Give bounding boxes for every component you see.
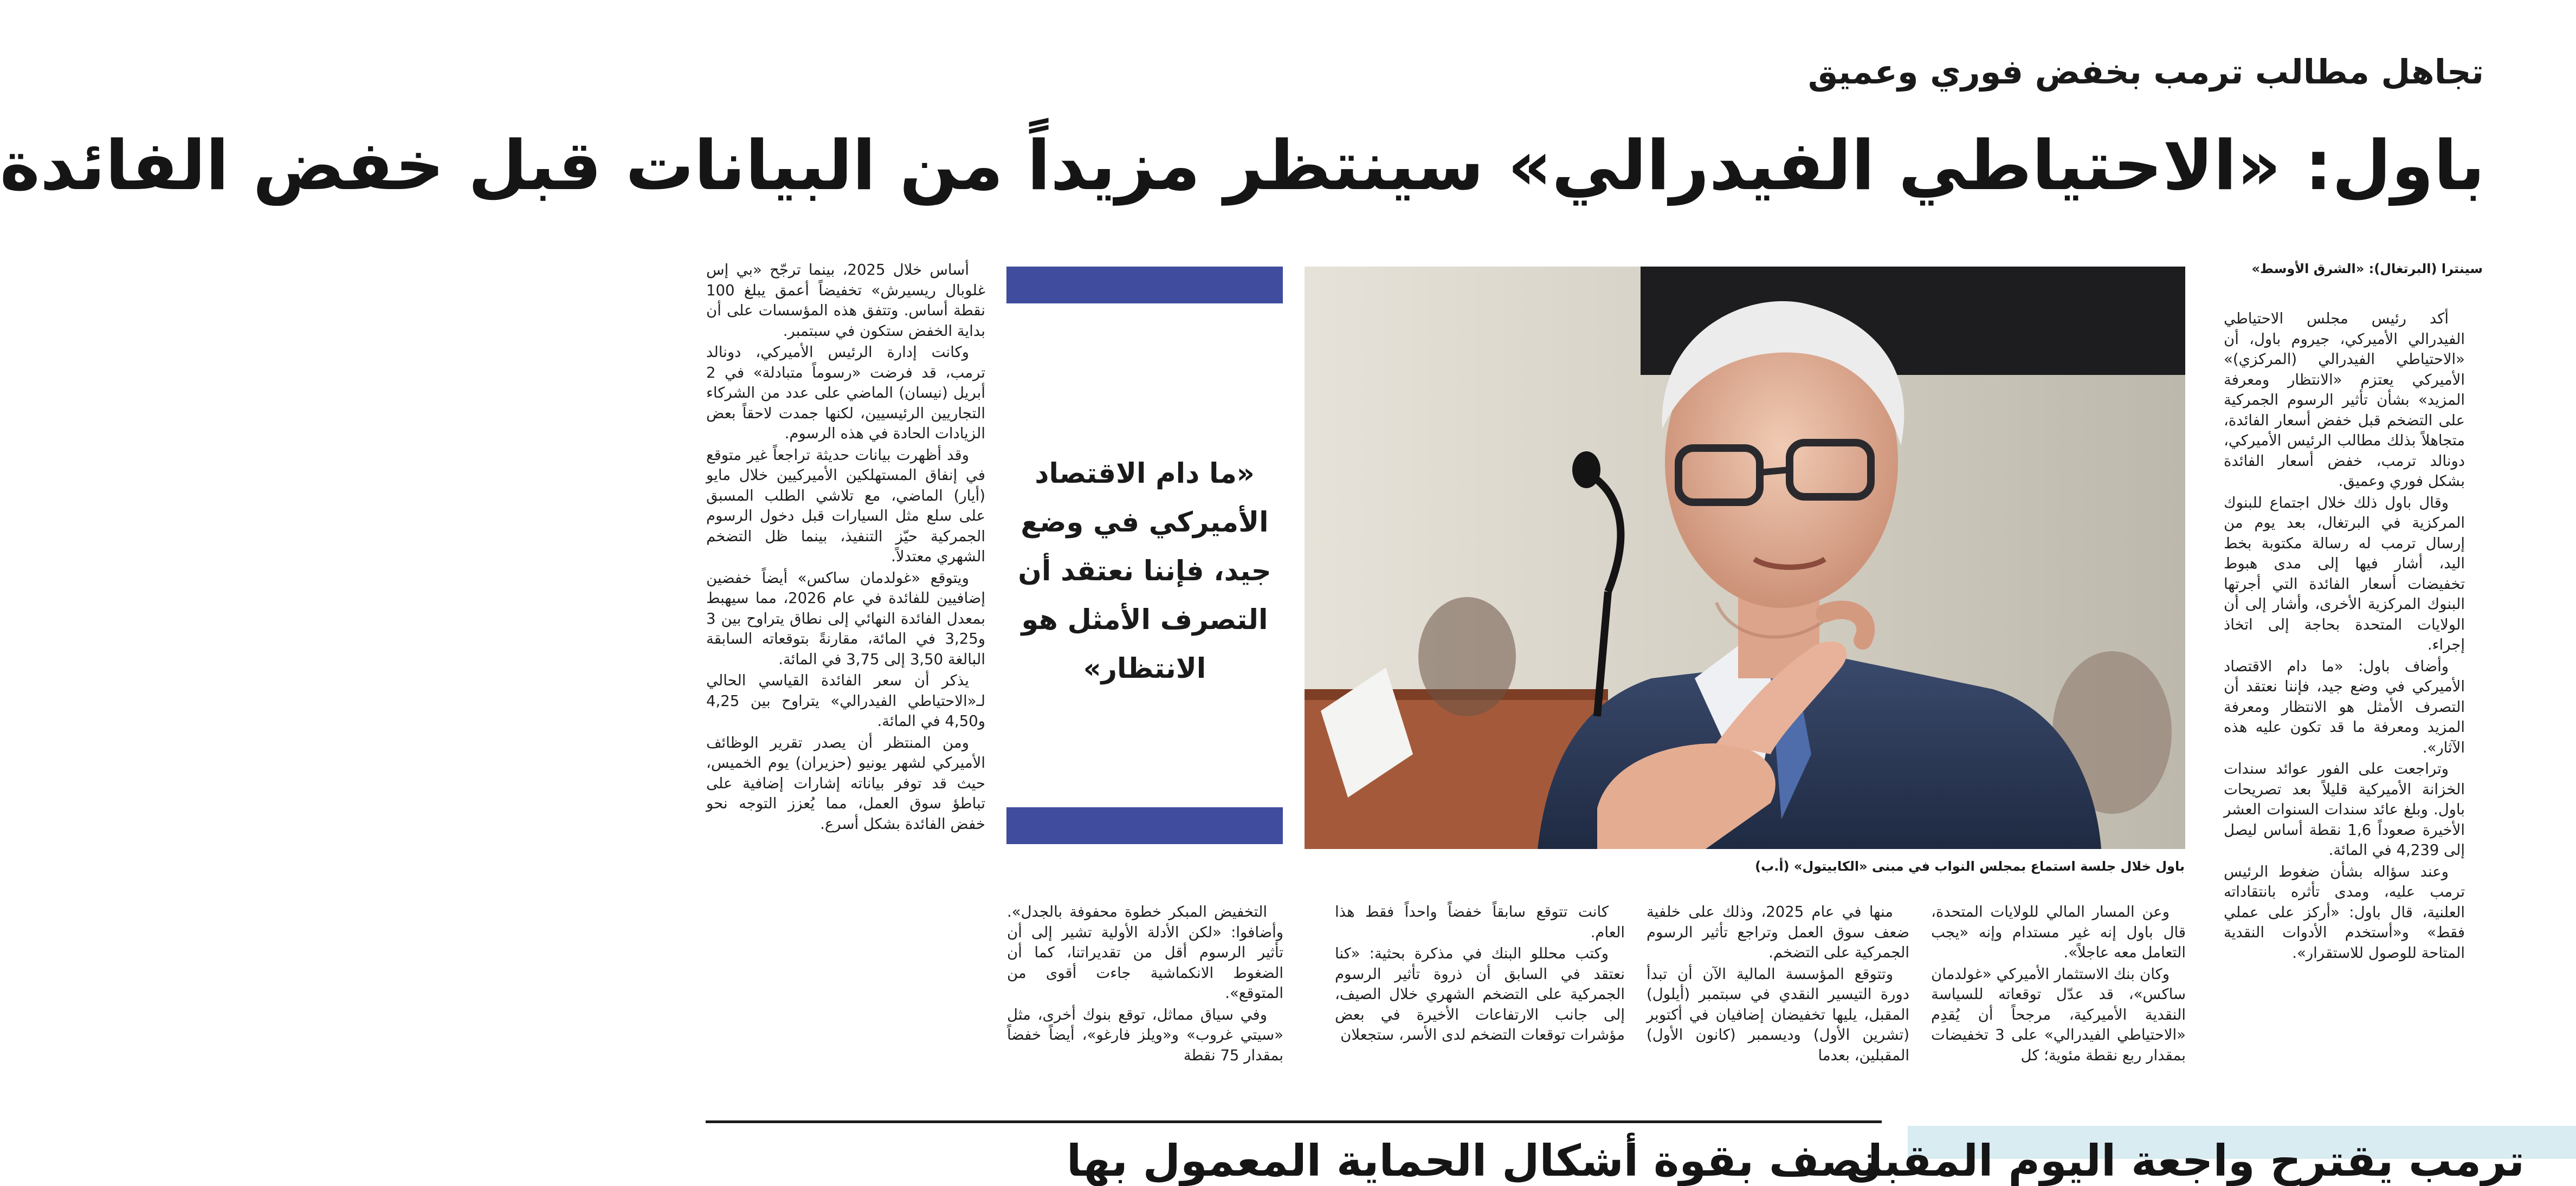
text-column-4 bbox=[1335, 902, 1625, 1113]
quote-top-bar bbox=[1006, 267, 1283, 303]
paragraph: ويتوقع «غولدمان ساكس» أيضاً خفضين إضافيين للفائدة في عام 2026، مما سيهبط بمعدل الفائدة النهائي إلى نطاق يتراوح بين 3 و3,25 في المائة، مقارنةً بتوقعاته السابقة البالغة 3,50 إلى 3,75 في المائة. bbox=[706, 569, 985, 668]
next-story-headline-right: ترمب يقترح واجعة اليوم المقبل bbox=[1845, 1136, 2525, 1186]
photo-illustration bbox=[1305, 267, 2185, 849]
text-column-1 bbox=[2224, 309, 2465, 1108]
paragraph: وقد أظهرت بيانات حديثة تراجعاً غير متوقع في إنفاق المستهلكين الأميركيين خلال مايو (أيار) الماضي، مع تلاشي الطلب المسبق على سلع مثل السيارات قبل دخول الرسوم الجمركية حيّز التنفيذ، بينما ظل التضخم الشهري معتدلاً. bbox=[706, 446, 985, 565]
paragraph: أساس خلال 2025، بينما ترجّح «بي إس غلوبال ريسيرش» تخفيضاً أعمق يبلغ 100 نقطة أساس. وتتفق هذه المؤسسات على أن بداية الخفض ستكون في سبتمبر. bbox=[706, 261, 985, 340]
article-photo bbox=[1305, 267, 2185, 849]
pull-quote: «ما دام الاقتصاد الأميركي في وضع جيد، فإننا نعتقد أن التصرف الأمثل هو الانتظار» bbox=[1018, 458, 1271, 685]
paragraph: وكانت إدارة الرئيس الأميركي، دونالد ترمب، قد فرضت «رسوماً متبادلة» في 2 أبريل (نيسان) الماضي على عدد من الشركاء التجاريين الرئيسيين، لكنها جمدت لاحقاً بعض الزيادات الحادة في هذه الرسوم. bbox=[706, 344, 985, 442]
next-story-headline-left: تصف بقوة أشكال الحماية المعمول بها bbox=[1066, 1136, 1880, 1186]
text-column-5 bbox=[1007, 902, 1283, 1113]
quote-bottom-bar bbox=[1006, 807, 1283, 844]
paragraph: وكان بنك الاستثمار الأميركي «غولدمان ساكس»، قد عدّل توقعاته للسياسة النقدية الأميركية، مرجحاً أن يُقدِم «الاحتياطي الفيدرالي» على 3 تخفيضات بمقدار ربع نقطة مئوية؛ كل bbox=[1931, 965, 2186, 1064]
paragraph: وعن المسار المالي للولايات المتحدة، قال باول إنه غير مستدام وإنه «يجب التعامل معه عاجلاً». bbox=[1931, 903, 2186, 961]
paragraph: وتتوقع المؤسسة المالية الآن أن تبدأ دورة التيسير النقدي في سبتمبر (أيلول) المقبل، يليها تخفيضان إضافيان في أكتوبر (تشرين الأول) وديسمبر (كانون الأول) المقبلين، بعدما bbox=[1647, 965, 1909, 1064]
paragraph: وقال باول ذلك خلال اجتماع للبنوك المركزية في البرتغال، بعد يوم من إرسال ترمب له رسالة مكتوبة بخط اليد، أشار فيها إلى مدى هبوط تخفيضات أسعار الفائدة التي أجرتها البنوك المركزية الأخرى، وأشار إلى أن الولايات المتحدة بحاجة إلى اتخاذ إجراء. bbox=[2224, 494, 2465, 653]
paragraph: منها في عام 2025، وذلك على خلفية ضعف سوق العمل وتراجع تأثير الرسوم الجمركية على التضخم. bbox=[1647, 903, 1909, 961]
paragraph: أكد رئيس مجلس الاحتياطي الفيدرالي الأميركي، جيروم باول، أن «الاحتياطي الفيدرالي (المركزي)» الأميركي يعتزم «الانتظار ومعرفة المزيد» بشأن تأثير الرسوم الجمركية على التضخم قبل خفض أسعار الفائدة، متجاهلاً بذلك مطالب الرئيس الأميركي، دونالد ترمب، خفض أسعار الفائدة بشكل فوري وعميق. bbox=[2224, 310, 2465, 490]
paragraph: ومن المنتظر أن يصدر تقرير الوظائف الأميركي لشهر يونيو (حزيران) يوم الخميس، حيث قد توفر بياناته إشارات إضافية على تباطؤ سوق العمل، مما يُعزز التوجه نحو خفض الفائدة بشكل أسرع. bbox=[706, 734, 985, 833]
paragraph: وأضاف باول: «ما دام الاقتصاد الأميركي في وضع جيد، فإننا نعتقد أن التصرف الأمثل هو الانتظار ومعرفة المزيد ومعرفة ما قد تكون عليه هذه الآثار». bbox=[2224, 657, 2465, 756]
paragraph: وعند سؤاله بشأن ضغوط الرئيس ترمب عليه، ومدى تأثره بانتقاداته العلنية، قال باول: «أركز على عملي فقط» و«أستخدم الأدوات النقدية المتاحة للوصول للاستقرار». bbox=[2224, 863, 2465, 962]
byline: سينترا (البرتغال): «الشرق الأوسط» bbox=[2251, 261, 2483, 276]
article-kicker: تجاهل مطالب ترمب بخفض فوري وعميق bbox=[1807, 52, 2484, 92]
text-column-6 bbox=[706, 260, 985, 1116]
paragraph: وفي سياق مماثل، توقع بنوك أخرى، مثل «سيتي غروب» و«ويلز فارغو»، أيضاً خفضاً بمقدار 75 نقطة bbox=[1007, 1006, 1283, 1064]
photo-caption: باول خلال جلسة استماع بمجلس النواب في مبنى «الكابيتول» (أ.ب) bbox=[1755, 859, 2185, 874]
text-column-3 bbox=[1647, 902, 1909, 1113]
paragraph: وكتب محللو البنك في مذكرة بحثية: «كنا نعتقد في السابق أن ذروة تأثير الرسوم الجمركية على التضخم الشهري خلال الصيف، إلى جانب الارتفاعات الأخيرة في بعض مؤشرات توقعات التضخم لدى الأسر، ستجعلان bbox=[1335, 945, 1625, 1044]
paragraph: كانت تتوقع سابقاً خفضاً واحداً فقط هذا العام. bbox=[1335, 903, 1625, 941]
paragraph: وتراجعت على الفور عوائد سندات الخزانة الأميركية قليلاً بعد تصريحات باول. وبلغ عائد سندات السنوات العشر الأخيرة صعوداً 1,6 نقطة أساس ليصل إلى 4,239 في المائة. bbox=[2224, 760, 2465, 859]
article-headline: باول: «الاحتياطي الفيدرالي» سينتظر مزيداً من البيانات قبل خفض الفائدة bbox=[0, 126, 2485, 205]
paragraph: يذكر أن سعر الفائدة القياسي الحالي لـ«الاحتياطي الفيدرالي» يتراوح بين 4,25 و4,50 في المائة. bbox=[706, 672, 985, 730]
paragraph: التخفيض المبكر خطوة محفوفة بالجدل». وأضافوا: «لكن الأدلة الأولية تشير إلى أن تأثير الرسوم أقل من تقديراتنا، كما أن الضغوط الانكماشية جاءت أقوى من المتوقع». bbox=[1007, 903, 1283, 1002]
section-divider bbox=[706, 1120, 1882, 1123]
text-column-2 bbox=[1931, 902, 2186, 1113]
